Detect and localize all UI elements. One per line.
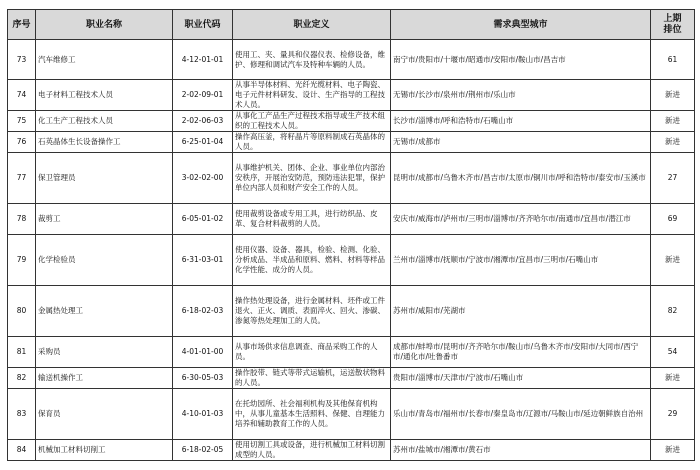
table-row xyxy=(8,111,695,132)
row-definition: 操作胶带、链式等带式运输机，运送散状物料的人员。 xyxy=(233,368,391,389)
row-name: 电子材料工程技术人员 xyxy=(36,80,173,111)
row-name: 化工生产工程技术人员 xyxy=(36,111,173,132)
row-code: 6-31-03-01 xyxy=(173,235,233,286)
header-code: 职业代码 xyxy=(173,10,233,40)
row-no: 80 xyxy=(8,286,36,337)
row-code: 2-02-09-01 xyxy=(173,80,233,111)
header-no: 序号 xyxy=(8,10,36,40)
row-cities: 无锡市/长沙市/泉州市/荆州市/乐山市 xyxy=(391,80,651,111)
row-code: 6-18-02-03 xyxy=(173,286,233,337)
row-cities: 贵阳市/淄博市/天津市/宁波市/石嘴山市 xyxy=(391,368,651,389)
row-no: 73 xyxy=(8,40,36,80)
table-row xyxy=(8,235,695,286)
row-definition: 使用切割工具或设备，进行机械加工材料切割成型的人员。 xyxy=(233,440,391,461)
occupation-demand-table xyxy=(7,9,695,461)
row-cities: 成都市/蚌埠市/昆明市/齐齐哈尔市/鞍山市/乌鲁木齐市/安阳市/大同市/西宁市/通化市/吐鲁番市 xyxy=(391,337,651,368)
row-no: 81 xyxy=(8,337,36,368)
row-name: 保育员 xyxy=(36,389,173,440)
row-definition: 使用裁剪设备或专用工具，进行纺织品、皮革、复合材料裁剪的人员。 xyxy=(233,204,391,235)
row-code: 3-02-02-00 xyxy=(173,153,233,204)
row-cities: 苏州市/咸阳市/芜湖市 xyxy=(391,286,651,337)
row-rank: 82 xyxy=(651,286,695,337)
table-row xyxy=(8,132,695,153)
row-rank: 新进 xyxy=(651,132,695,153)
row-rank: 54 xyxy=(651,337,695,368)
row-rank: 61 xyxy=(651,40,695,80)
row-name: 采购员 xyxy=(36,337,173,368)
row-no: 82 xyxy=(8,368,36,389)
table-row xyxy=(8,204,695,235)
row-name: 汽车维修工 xyxy=(36,40,173,80)
row-rank: 新进 xyxy=(651,440,695,461)
row-rank: 新进 xyxy=(651,80,695,111)
row-no: 77 xyxy=(8,153,36,204)
row-rank: 69 xyxy=(651,204,695,235)
row-definition: 从事维护机关、团体、企业、事业单位内部治安秩序，开展治安防范，预防违法犯罪，保护单位内部人员和财产安全工作的人员。 xyxy=(233,153,391,204)
row-no: 84 xyxy=(8,440,36,461)
row-definition: 从事化工产品生产过程技术指导或生产技术组织的工程技术人员。 xyxy=(233,111,391,132)
header-rank xyxy=(651,10,695,40)
row-cities: 长沙市/淄博市/呼和浩特市/石嘴山市 xyxy=(391,111,651,132)
row-name: 裁剪工 xyxy=(36,204,173,235)
row-code: 6-18-02-05 xyxy=(173,440,233,461)
row-cities: 昆明市/成都市/乌鲁木齐市/昌吉市/太原市/铜川市/呼和浩特市/泰安市/玉溪市 xyxy=(391,153,651,204)
row-no: 78 xyxy=(8,204,36,235)
row-code: 4-10-01-03 xyxy=(173,389,233,440)
header-name: 职业名称 xyxy=(36,10,173,40)
table-row xyxy=(8,80,695,111)
row-code: 4-01-01-00 xyxy=(173,337,233,368)
row-cities: 乐山市/青岛市/福州市/长春市/秦皇岛市/辽源市/马鞍山市/延边朝鲜族自治州 xyxy=(391,389,651,440)
row-definition: 操作高压釜，将籽晶片等原料制成石英晶体的人员。 xyxy=(233,132,391,153)
row-rank: 新进 xyxy=(651,368,695,389)
row-definition: 使用工、夹、量具和仪器仪表、检修设备，维护、修理和调试汽车及特种车辆的人员。 xyxy=(233,40,391,80)
row-rank: 新进 xyxy=(651,235,695,286)
row-cities: 南宁市/贵阳市/十堰市/昭通市/安阳市/鞍山市/昌吉市 xyxy=(391,40,651,80)
table-row xyxy=(8,153,695,204)
row-code: 4-12-01-01 xyxy=(173,40,233,80)
row-rank: 27 xyxy=(651,153,695,204)
table-row xyxy=(8,440,695,461)
row-code: 6-25-01-04 xyxy=(173,132,233,153)
table-row xyxy=(8,337,695,368)
header-rank-label: 上期排位 xyxy=(663,13,682,35)
row-name: 化学检验员 xyxy=(36,235,173,286)
row-rank: 新进 xyxy=(651,111,695,132)
header-definition: 职业定义 xyxy=(233,10,391,40)
row-name: 保卫管理员 xyxy=(36,153,173,204)
row-cities: 苏州市/盐城市/湘潭市/黄石市 xyxy=(391,440,651,461)
row-definition: 使用仪器、设备、器具，检验、检测、化验、分析成品、半成品和原料、燃料、材料等样品化学性能、成分的人员。 xyxy=(233,235,391,286)
row-code: 6-05-01-02 xyxy=(173,204,233,235)
row-name: 金属热处理工 xyxy=(36,286,173,337)
row-no: 76 xyxy=(8,132,36,153)
row-definition: 从事市场供求信息调查、商品采购工作的人员。 xyxy=(233,337,391,368)
row-no: 74 xyxy=(8,80,36,111)
table-row xyxy=(8,389,695,440)
table-row xyxy=(8,286,695,337)
row-cities: 兰州市/淄博市/抚顺市/宁波市/湘潭市/宜昌市/三明市/石嘴山市 xyxy=(391,235,651,286)
row-rank: 29 xyxy=(651,389,695,440)
header-row xyxy=(8,10,695,40)
row-definition: 在托幼园所、社会福利机构及其他保育机构中，从事儿童基本生活照料、保健、自理能力培养和辅助教育工作的人员。 xyxy=(233,389,391,440)
row-no: 75 xyxy=(8,111,36,132)
row-no: 83 xyxy=(8,389,36,440)
header-cities: 需求典型城市 xyxy=(391,10,651,40)
row-definition: 从事半导体材料、光纤光缆材料、电子陶瓷、电子元件材料研发、设计、生产指导的工程技术人员。 xyxy=(233,80,391,111)
row-code: 2-02-06-03 xyxy=(173,111,233,132)
row-no: 79 xyxy=(8,235,36,286)
row-cities: 无锡市/成都市 xyxy=(391,132,651,153)
row-name: 石英晶体生长设备操作工 xyxy=(36,132,173,153)
row-name: 机械加工材料切削工 xyxy=(36,440,173,461)
row-definition: 操作热处理设备，进行金属材料、坯件或工件退火、正火、调质、表面淬火、回火、渗碳、渗氮等热处理加工的人员。 xyxy=(233,286,391,337)
table-row xyxy=(8,40,695,80)
row-name: 输送机操作工 xyxy=(36,368,173,389)
row-code: 6-30-05-03 xyxy=(173,368,233,389)
row-cities: 安庆市/威海市/泸州市/三明市/淄博市/齐齐哈尔市/南通市/宜昌市/潜江市 xyxy=(391,204,651,235)
table-row xyxy=(8,368,695,389)
